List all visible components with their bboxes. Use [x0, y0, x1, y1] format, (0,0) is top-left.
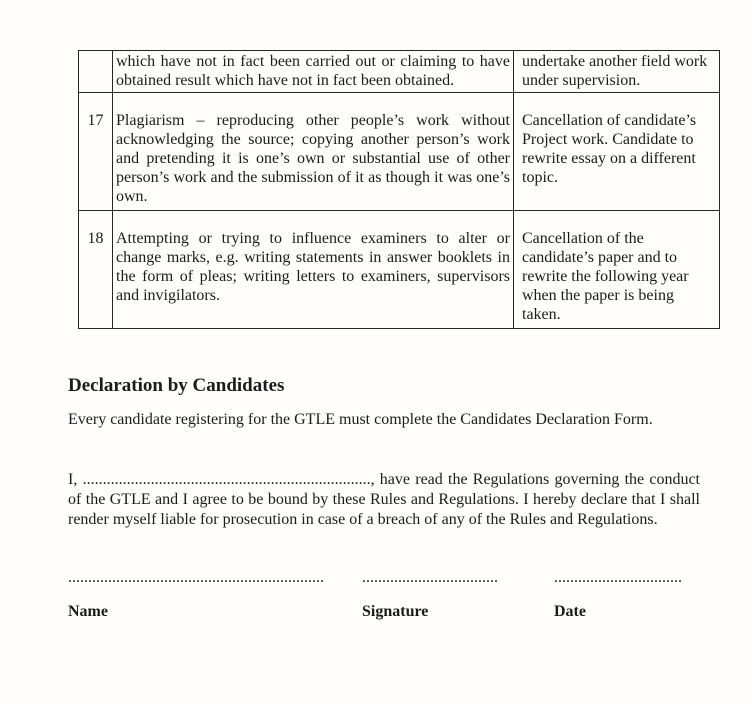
offences-sanctions-table — [78, 50, 720, 329]
section-heading: Declaration by Candidates — [68, 375, 285, 396]
date-label: Date — [554, 603, 586, 620]
row-number-cell: 17 — [79, 93, 113, 211]
offence-cell: which have not in fact been carried out or claiming to have obtained result which have not in fact been obtained. — [113, 51, 514, 93]
declaration-intro-text: Every candidate registering for the GTLE must complete the Candidates Declaration Form. — [68, 411, 653, 428]
declaration-statement-text: I, ........................................................................, have read the Regulations governing the conduct of the GTLE and I agree to be bound by these Rules and Regulations. I hereby declare that I shall render myself liable for prosecution in case of a breach of any of the Rules and Regulations. — [68, 471, 700, 528]
sanction-cell: undertake another field work under supervision. — [514, 51, 720, 93]
table-row — [79, 93, 720, 211]
offence-cell: Attempting or trying to influence examiners to alter or change marks, e.g. writing statements in answer booklets in the form of pleas; writing letters to examiners, supervisors and invigilators. — [113, 211, 514, 329]
signature-label: Signature — [362, 603, 429, 620]
row-number-cell: 18 — [79, 211, 113, 329]
sanction-cell: Cancellation of the candidate’s paper and to rewrite the following year when the paper is being taken. — [514, 211, 720, 329]
signature-fill-line: .................................. — [362, 569, 498, 586]
table-row — [79, 51, 720, 93]
row-number-cell — [79, 51, 113, 93]
name-fill-line: ................................................................ — [68, 569, 324, 586]
sanction-cell: Cancellation of candidate’s Project work. Candidate to rewrite essay on a different topic. — [514, 93, 720, 211]
table-row — [79, 211, 720, 329]
name-label: Name — [68, 603, 108, 620]
offence-cell: Plagiarism – reproducing other people’s work without acknowledging the source; copying another person’s work and pretending it is one’s own or substantial use of other person’s work and the submission of it as though it was one’s own. — [113, 93, 514, 211]
date-fill-line: ................................ — [554, 569, 682, 586]
